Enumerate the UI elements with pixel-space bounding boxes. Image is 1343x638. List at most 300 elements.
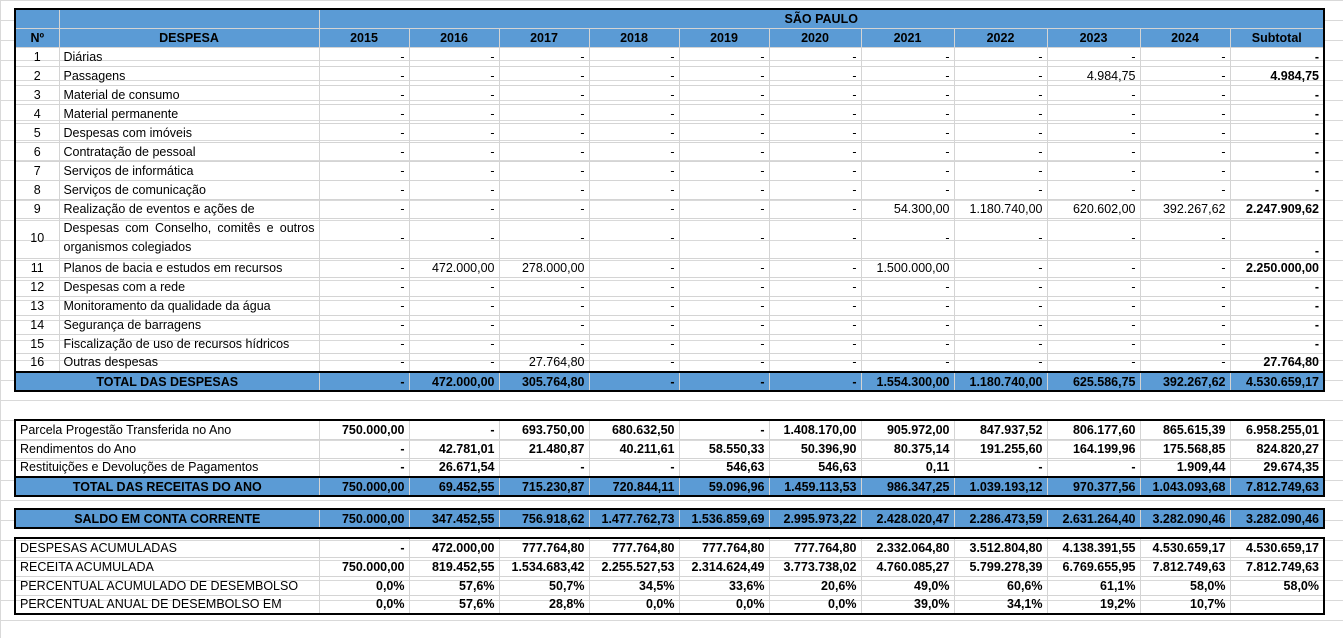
sheet-title[interactable]: SÃO PAULO bbox=[319, 9, 1324, 28]
value-cell[interactable]: 278.000,00 bbox=[499, 258, 589, 277]
value-cell[interactable]: 2.247.909,62 bbox=[1230, 199, 1324, 218]
value-cell[interactable]: 4.138.391,55 bbox=[1047, 538, 1140, 557]
value-cell[interactable]: - bbox=[769, 199, 861, 218]
value-cell[interactable]: - bbox=[861, 334, 954, 353]
value-cell[interactable]: - bbox=[954, 458, 1047, 477]
value-cell[interactable]: - bbox=[1230, 104, 1324, 123]
row-number-cell[interactable]: 9 bbox=[15, 199, 59, 218]
value-cell[interactable]: - bbox=[319, 315, 409, 334]
value-cell[interactable]: 680.632,50 bbox=[589, 420, 679, 439]
value-cell[interactable]: 34,5% bbox=[589, 576, 679, 595]
value-cell[interactable]: 5.799.278,39 bbox=[954, 557, 1047, 576]
acumulado-name-cell[interactable]: DESPESAS ACUMULADAS bbox=[15, 538, 319, 557]
value-cell[interactable]: - bbox=[589, 353, 679, 372]
value-cell[interactable]: 546,63 bbox=[769, 458, 861, 477]
title-blank-cell[interactable] bbox=[59, 9, 319, 28]
value-cell[interactable]: - bbox=[1047, 85, 1140, 104]
total-value-cell[interactable]: 1.039.193,12 bbox=[954, 477, 1047, 496]
acumulado-name-cell[interactable]: PERCENTUAL ANUAL DE DESEMBOLSO EM bbox=[15, 595, 319, 614]
value-cell[interactable]: 806.177,60 bbox=[1047, 420, 1140, 439]
value-cell[interactable]: - bbox=[679, 47, 769, 66]
expense-name-cell[interactable]: Fiscalização de uso de recursos hídricos bbox=[59, 334, 319, 353]
value-cell[interactable]: - bbox=[409, 277, 499, 296]
value-cell[interactable]: 472.000,00 bbox=[409, 538, 499, 557]
column-header[interactable]: 2015 bbox=[319, 28, 409, 47]
value-cell[interactable]: - bbox=[954, 258, 1047, 277]
value-cell[interactable]: - bbox=[589, 142, 679, 161]
total-value-cell[interactable]: 720.844,11 bbox=[589, 477, 679, 496]
row-number-cell[interactable]: 12 bbox=[15, 277, 59, 296]
value-cell[interactable]: - bbox=[679, 296, 769, 315]
expense-name-cell[interactable]: Contratação de pessoal bbox=[59, 142, 319, 161]
value-cell[interactable]: 0,0% bbox=[319, 595, 409, 614]
value-cell[interactable]: 57,6% bbox=[409, 595, 499, 614]
value-cell[interactable]: - bbox=[319, 85, 409, 104]
row-number-cell[interactable]: 1 bbox=[15, 47, 59, 66]
value-cell[interactable]: - bbox=[319, 277, 409, 296]
row-number-cell[interactable]: 13 bbox=[15, 296, 59, 315]
value-cell[interactable]: 40.211,61 bbox=[589, 439, 679, 458]
value-cell[interactable]: - bbox=[319, 104, 409, 123]
value-cell[interactable]: - bbox=[1230, 218, 1324, 258]
total-value-cell[interactable]: - bbox=[589, 372, 679, 391]
value-cell[interactable]: 777.764,80 bbox=[589, 538, 679, 557]
value-cell[interactable]: 693.750,00 bbox=[499, 420, 589, 439]
value-cell[interactable]: - bbox=[499, 104, 589, 123]
total-value-cell[interactable]: - bbox=[679, 372, 769, 391]
value-cell[interactable]: - bbox=[1230, 315, 1324, 334]
value-cell[interactable]: - bbox=[679, 315, 769, 334]
value-cell[interactable]: 60,6% bbox=[954, 576, 1047, 595]
row-number-cell[interactable]: 14 bbox=[15, 315, 59, 334]
value-cell[interactable]: 824.820,27 bbox=[1230, 439, 1324, 458]
expense-name-cell[interactable]: Realização de eventos e ações de bbox=[59, 199, 319, 218]
value-cell[interactable]: - bbox=[1047, 142, 1140, 161]
column-header[interactable]: Nº bbox=[15, 28, 59, 47]
row-number-cell[interactable]: 7 bbox=[15, 161, 59, 180]
saldo-value-cell[interactable]: 3.282.090,46 bbox=[1230, 509, 1324, 528]
value-cell[interactable]: - bbox=[319, 353, 409, 372]
value-cell[interactable]: - bbox=[1047, 180, 1140, 199]
value-cell[interactable]: - bbox=[1047, 458, 1140, 477]
value-cell[interactable]: - bbox=[319, 458, 409, 477]
row-number-cell[interactable]: 6 bbox=[15, 142, 59, 161]
value-cell[interactable]: - bbox=[319, 123, 409, 142]
value-cell[interactable]: - bbox=[954, 123, 1047, 142]
value-cell[interactable]: - bbox=[769, 277, 861, 296]
total-value-cell[interactable]: 472.000,00 bbox=[409, 372, 499, 391]
value-cell[interactable]: - bbox=[589, 458, 679, 477]
value-cell[interactable]: - bbox=[319, 199, 409, 218]
value-cell[interactable]: 620.602,00 bbox=[1047, 199, 1140, 218]
value-cell[interactable]: - bbox=[409, 296, 499, 315]
total-value-cell[interactable]: 1.459.113,53 bbox=[769, 477, 861, 496]
value-cell[interactable]: - bbox=[1047, 315, 1140, 334]
column-header[interactable]: Subtotal bbox=[1230, 28, 1324, 47]
value-cell[interactable]: - bbox=[409, 315, 499, 334]
row-number-cell[interactable]: 5 bbox=[15, 123, 59, 142]
value-cell[interactable]: - bbox=[589, 104, 679, 123]
total-value-cell[interactable]: 970.377,56 bbox=[1047, 477, 1140, 496]
value-cell[interactable]: - bbox=[1140, 277, 1230, 296]
value-cell[interactable]: - bbox=[1230, 180, 1324, 199]
value-cell[interactable]: 4.760.085,27 bbox=[861, 557, 954, 576]
column-header[interactable]: 2020 bbox=[769, 28, 861, 47]
value-cell[interactable]: - bbox=[1047, 277, 1140, 296]
value-cell[interactable]: - bbox=[1047, 258, 1140, 277]
total-value-cell[interactable]: 59.096,96 bbox=[679, 477, 769, 496]
value-cell[interactable]: - bbox=[679, 180, 769, 199]
value-cell[interactable]: 1.408.170,00 bbox=[769, 420, 861, 439]
value-cell[interactable]: - bbox=[769, 334, 861, 353]
value-cell[interactable]: 4.530.659,17 bbox=[1230, 538, 1324, 557]
total-value-cell[interactable]: 305.764,80 bbox=[499, 372, 589, 391]
value-cell[interactable]: 819.452,55 bbox=[409, 557, 499, 576]
value-cell[interactable]: 2.250.000,00 bbox=[1230, 258, 1324, 277]
value-cell[interactable]: - bbox=[679, 142, 769, 161]
value-cell[interactable]: - bbox=[409, 161, 499, 180]
value-cell[interactable]: - bbox=[589, 199, 679, 218]
value-cell[interactable]: - bbox=[409, 104, 499, 123]
value-cell[interactable]: 3.773.738,02 bbox=[769, 557, 861, 576]
value-cell[interactable]: 61,1% bbox=[1047, 576, 1140, 595]
value-cell[interactable]: 6.958.255,01 bbox=[1230, 420, 1324, 439]
value-cell[interactable]: - bbox=[409, 85, 499, 104]
total-value-cell[interactable]: 986.347,25 bbox=[861, 477, 954, 496]
value-cell[interactable]: - bbox=[861, 180, 954, 199]
value-cell[interactable]: - bbox=[1140, 123, 1230, 142]
value-cell[interactable]: - bbox=[954, 353, 1047, 372]
value-cell[interactable]: - bbox=[589, 334, 679, 353]
value-cell[interactable]: - bbox=[409, 218, 499, 258]
value-cell[interactable]: 777.764,80 bbox=[499, 538, 589, 557]
value-cell[interactable]: - bbox=[499, 199, 589, 218]
value-cell[interactable]: - bbox=[1230, 142, 1324, 161]
value-cell[interactable]: - bbox=[319, 439, 409, 458]
value-cell[interactable]: - bbox=[954, 180, 1047, 199]
column-header[interactable]: 2024 bbox=[1140, 28, 1230, 47]
value-cell[interactable]: 27.764,80 bbox=[1230, 353, 1324, 372]
value-cell[interactable]: - bbox=[679, 85, 769, 104]
value-cell[interactable]: 1.909,44 bbox=[1140, 458, 1230, 477]
value-cell[interactable]: - bbox=[499, 334, 589, 353]
value-cell[interactable]: 39,0% bbox=[861, 595, 954, 614]
value-cell[interactable]: - bbox=[1047, 104, 1140, 123]
value-cell[interactable]: - bbox=[954, 334, 1047, 353]
value-cell[interactable]: - bbox=[499, 458, 589, 477]
title-blank-cell[interactable] bbox=[15, 9, 59, 28]
expense-name-cell[interactable]: Planos de bacia e estudos em recursos bbox=[59, 258, 319, 277]
value-cell[interactable]: - bbox=[954, 66, 1047, 85]
expense-name-cell[interactable]: Monitoramento da qualidade da água bbox=[59, 296, 319, 315]
value-cell[interactable]: - bbox=[954, 277, 1047, 296]
value-cell[interactable]: 4.984,75 bbox=[1230, 66, 1324, 85]
value-cell[interactable]: - bbox=[954, 296, 1047, 315]
expense-name-cell[interactable]: Outras despesas bbox=[59, 353, 319, 372]
value-cell[interactable]: - bbox=[679, 334, 769, 353]
value-cell[interactable]: - bbox=[1140, 85, 1230, 104]
value-cell[interactable]: - bbox=[769, 315, 861, 334]
value-cell[interactable]: - bbox=[954, 161, 1047, 180]
value-cell[interactable]: - bbox=[499, 315, 589, 334]
value-cell[interactable]: 905.972,00 bbox=[861, 420, 954, 439]
value-cell[interactable]: - bbox=[319, 161, 409, 180]
value-cell[interactable]: 2.314.624,49 bbox=[679, 557, 769, 576]
value-cell[interactable]: - bbox=[679, 258, 769, 277]
value-cell[interactable]: 50.396,90 bbox=[769, 439, 861, 458]
value-cell[interactable]: 20,6% bbox=[769, 576, 861, 595]
value-cell[interactable]: 2.332.064,80 bbox=[861, 538, 954, 557]
value-cell[interactable]: - bbox=[1230, 85, 1324, 104]
value-cell[interactable]: - bbox=[499, 47, 589, 66]
total-value-cell[interactable]: 7.812.749,63 bbox=[1230, 477, 1324, 496]
value-cell[interactable]: - bbox=[1140, 258, 1230, 277]
value-cell[interactable]: - bbox=[679, 66, 769, 85]
value-cell[interactable]: - bbox=[861, 161, 954, 180]
value-cell[interactable]: - bbox=[499, 123, 589, 142]
column-header[interactable]: 2016 bbox=[409, 28, 499, 47]
value-cell[interactable]: - bbox=[1047, 296, 1140, 315]
total-value-cell[interactable]: 392.267,62 bbox=[1140, 372, 1230, 391]
value-cell[interactable]: 29.674,35 bbox=[1230, 458, 1324, 477]
value-cell[interactable]: 472.000,00 bbox=[409, 258, 499, 277]
value-cell[interactable]: - bbox=[589, 123, 679, 142]
value-cell[interactable]: - bbox=[1140, 315, 1230, 334]
total-value-cell[interactable]: - bbox=[769, 372, 861, 391]
value-cell[interactable]: - bbox=[861, 277, 954, 296]
value-cell[interactable]: - bbox=[409, 420, 499, 439]
value-cell[interactable]: - bbox=[1047, 123, 1140, 142]
value-cell[interactable]: - bbox=[769, 47, 861, 66]
saldo-value-cell[interactable]: 1.536.859,69 bbox=[679, 509, 769, 528]
value-cell[interactable]: 1.534.683,42 bbox=[499, 557, 589, 576]
value-cell[interactable]: - bbox=[679, 104, 769, 123]
total-value-cell[interactable]: - bbox=[319, 372, 409, 391]
row-number-cell[interactable]: 8 bbox=[15, 180, 59, 199]
value-cell[interactable]: - bbox=[861, 85, 954, 104]
expense-name-cell[interactable]: Segurança de barragens bbox=[59, 315, 319, 334]
value-cell[interactable]: - bbox=[319, 538, 409, 557]
value-cell[interactable]: - bbox=[861, 66, 954, 85]
value-cell[interactable]: - bbox=[499, 142, 589, 161]
value-cell[interactable]: 54.300,00 bbox=[861, 199, 954, 218]
expense-name-cell[interactable]: Despesas com a rede bbox=[59, 277, 319, 296]
value-cell[interactable]: - bbox=[954, 315, 1047, 334]
value-cell[interactable]: 19,2% bbox=[1047, 595, 1140, 614]
value-cell[interactable]: - bbox=[1140, 66, 1230, 85]
value-cell[interactable]: - bbox=[1140, 161, 1230, 180]
value-cell[interactable]: 164.199,96 bbox=[1047, 439, 1140, 458]
saldo-label[interactable]: SALDO EM CONTA CORRENTE bbox=[15, 509, 319, 528]
value-cell[interactable]: - bbox=[1230, 277, 1324, 296]
value-cell[interactable]: 42.781,01 bbox=[409, 439, 499, 458]
value-cell[interactable]: - bbox=[1140, 296, 1230, 315]
value-cell[interactable]: 4.530.659,17 bbox=[1140, 538, 1230, 557]
value-cell[interactable]: - bbox=[769, 353, 861, 372]
value-cell[interactable]: 21.480,87 bbox=[499, 439, 589, 458]
column-header[interactable]: 2021 bbox=[861, 28, 954, 47]
value-cell[interactable]: - bbox=[589, 218, 679, 258]
value-cell[interactable]: - bbox=[679, 420, 769, 439]
value-cell[interactable]: - bbox=[1230, 334, 1324, 353]
saldo-value-cell[interactable]: 3.282.090,46 bbox=[1140, 509, 1230, 528]
value-cell[interactable]: - bbox=[589, 180, 679, 199]
saldo-value-cell[interactable]: 2.286.473,59 bbox=[954, 509, 1047, 528]
value-cell[interactable]: 10,7% bbox=[1140, 595, 1230, 614]
value-cell[interactable]: - bbox=[319, 66, 409, 85]
value-cell[interactable]: - bbox=[769, 104, 861, 123]
value-cell[interactable]: 58.550,33 bbox=[679, 439, 769, 458]
value-cell[interactable]: 1.180.740,00 bbox=[954, 199, 1047, 218]
total-value-cell[interactable]: 715.230,87 bbox=[499, 477, 589, 496]
value-cell[interactable]: - bbox=[1140, 47, 1230, 66]
value-cell[interactable]: 4.984,75 bbox=[1047, 66, 1140, 85]
total-value-cell[interactable]: 69.452,55 bbox=[409, 477, 499, 496]
value-cell[interactable]: - bbox=[1230, 123, 1324, 142]
expense-name-cell[interactable]: Serviços de informática bbox=[59, 161, 319, 180]
value-cell[interactable]: - bbox=[861, 296, 954, 315]
value-cell[interactable]: - bbox=[319, 258, 409, 277]
value-cell[interactable]: 7.812.749,63 bbox=[1230, 557, 1324, 576]
value-cell[interactable]: - bbox=[589, 161, 679, 180]
receita-name-cell[interactable]: Parcela Progestão Transferida no Ano bbox=[15, 420, 319, 439]
value-cell[interactable]: 0,11 bbox=[861, 458, 954, 477]
value-cell[interactable]: - bbox=[769, 296, 861, 315]
value-cell[interactable]: - bbox=[679, 277, 769, 296]
value-cell[interactable]: 750.000,00 bbox=[319, 420, 409, 439]
value-cell[interactable]: - bbox=[861, 315, 954, 334]
saldo-value-cell[interactable]: 2.631.264,40 bbox=[1047, 509, 1140, 528]
value-cell[interactable]: - bbox=[1047, 353, 1140, 372]
column-header[interactable]: DESPESA bbox=[59, 28, 319, 47]
value-cell[interactable]: 80.375,14 bbox=[861, 439, 954, 458]
saldo-value-cell[interactable]: 2.995.973,22 bbox=[769, 509, 861, 528]
row-number-cell[interactable]: 15 bbox=[15, 334, 59, 353]
acumulado-name-cell[interactable]: RECEITA ACUMULADA bbox=[15, 557, 319, 576]
value-cell[interactable]: - bbox=[1230, 47, 1324, 66]
value-cell[interactable]: - bbox=[1230, 161, 1324, 180]
value-cell[interactable]: - bbox=[589, 315, 679, 334]
value-cell[interactable]: - bbox=[1140, 104, 1230, 123]
value-cell[interactable]: 7.812.749,63 bbox=[1140, 557, 1230, 576]
expense-name-cell[interactable]: Serviços de comunicação bbox=[59, 180, 319, 199]
value-cell[interactable]: - bbox=[861, 47, 954, 66]
value-cell[interactable]: - bbox=[1140, 353, 1230, 372]
value-cell[interactable]: - bbox=[499, 66, 589, 85]
saldo-value-cell[interactable]: 1.477.762,73 bbox=[589, 509, 679, 528]
total-value-cell[interactable]: 625.586,75 bbox=[1047, 372, 1140, 391]
total-despesas-label[interactable]: TOTAL DAS DESPESAS bbox=[15, 372, 319, 391]
value-cell[interactable]: - bbox=[769, 218, 861, 258]
value-cell[interactable]: - bbox=[319, 180, 409, 199]
row-number-cell[interactable]: 10 bbox=[15, 218, 59, 258]
value-cell[interactable]: 6.769.655,95 bbox=[1047, 557, 1140, 576]
receita-name-cell[interactable]: Restituições e Devoluções de Pagamentos bbox=[15, 458, 319, 477]
value-cell[interactable]: - bbox=[499, 85, 589, 104]
column-header[interactable]: 2017 bbox=[499, 28, 589, 47]
value-cell[interactable]: - bbox=[1047, 334, 1140, 353]
value-cell[interactable]: - bbox=[1140, 180, 1230, 199]
value-cell[interactable]: 3.512.804,80 bbox=[954, 538, 1047, 557]
value-cell[interactable]: - bbox=[499, 296, 589, 315]
total-value-cell[interactable]: 1.180.740,00 bbox=[954, 372, 1047, 391]
value-cell[interactable]: - bbox=[409, 66, 499, 85]
value-cell[interactable]: - bbox=[319, 296, 409, 315]
value-cell[interactable]: - bbox=[954, 85, 1047, 104]
expense-name-cell[interactable]: Material de consumo bbox=[59, 85, 319, 104]
value-cell[interactable]: - bbox=[679, 353, 769, 372]
receita-name-cell[interactable]: Rendimentos do Ano bbox=[15, 439, 319, 458]
value-cell[interactable]: 50,7% bbox=[499, 576, 589, 595]
saldo-value-cell[interactable]: 347.452,55 bbox=[409, 509, 499, 528]
value-cell[interactable]: 28,8% bbox=[499, 595, 589, 614]
value-cell[interactable]: 27.764,80 bbox=[499, 353, 589, 372]
value-cell[interactable]: - bbox=[679, 199, 769, 218]
value-cell[interactable]: - bbox=[861, 142, 954, 161]
row-number-cell[interactable]: 2 bbox=[15, 66, 59, 85]
total-receitas-label[interactable]: TOTAL DAS RECEITAS DO ANO bbox=[15, 477, 319, 496]
value-cell[interactable]: - bbox=[954, 218, 1047, 258]
value-cell[interactable] bbox=[1230, 595, 1324, 614]
saldo-value-cell[interactable]: 2.428.020,47 bbox=[861, 509, 954, 528]
value-cell[interactable]: - bbox=[861, 218, 954, 258]
value-cell[interactable]: - bbox=[679, 123, 769, 142]
expense-name-cell[interactable]: Diárias bbox=[59, 47, 319, 66]
value-cell[interactable]: 33,6% bbox=[679, 576, 769, 595]
value-cell[interactable]: 175.568,85 bbox=[1140, 439, 1230, 458]
value-cell[interactable]: - bbox=[1140, 218, 1230, 258]
value-cell[interactable]: 191.255,60 bbox=[954, 439, 1047, 458]
expense-name-cell[interactable]: Despesas com Conselho, comitês e outros organismos colegiados bbox=[59, 218, 319, 258]
value-cell[interactable]: - bbox=[1230, 296, 1324, 315]
value-cell[interactable]: 2.255.527,53 bbox=[589, 557, 679, 576]
expense-name-cell[interactable]: Despesas com imóveis bbox=[59, 123, 319, 142]
expense-name-cell[interactable]: Passagens bbox=[59, 66, 319, 85]
value-cell[interactable]: 750.000,00 bbox=[319, 557, 409, 576]
value-cell[interactable]: - bbox=[861, 123, 954, 142]
row-number-cell[interactable]: 4 bbox=[15, 104, 59, 123]
value-cell[interactable]: - bbox=[409, 142, 499, 161]
value-cell[interactable]: 777.764,80 bbox=[679, 538, 769, 557]
value-cell[interactable]: 392.267,62 bbox=[1140, 199, 1230, 218]
value-cell[interactable]: 58,0% bbox=[1140, 576, 1230, 595]
total-value-cell[interactable]: 4.530.659,17 bbox=[1230, 372, 1324, 391]
value-cell[interactable]: 0,0% bbox=[589, 595, 679, 614]
value-cell[interactable]: - bbox=[769, 142, 861, 161]
value-cell[interactable]: - bbox=[409, 180, 499, 199]
value-cell[interactable]: 49,0% bbox=[861, 576, 954, 595]
saldo-value-cell[interactable]: 750.000,00 bbox=[319, 509, 409, 528]
value-cell[interactable]: - bbox=[1140, 334, 1230, 353]
value-cell[interactable]: - bbox=[769, 258, 861, 277]
row-number-cell[interactable]: 16 bbox=[15, 353, 59, 372]
value-cell[interactable]: - bbox=[589, 258, 679, 277]
value-cell[interactable]: - bbox=[1047, 161, 1140, 180]
column-header[interactable]: 2023 bbox=[1047, 28, 1140, 47]
value-cell[interactable]: 0,0% bbox=[679, 595, 769, 614]
value-cell[interactable]: - bbox=[769, 85, 861, 104]
value-cell[interactable]: - bbox=[861, 353, 954, 372]
value-cell[interactable]: - bbox=[589, 277, 679, 296]
value-cell[interactable]: 0,0% bbox=[319, 576, 409, 595]
value-cell[interactable]: - bbox=[954, 142, 1047, 161]
row-number-cell[interactable]: 11 bbox=[15, 258, 59, 277]
total-value-cell[interactable]: 1.554.300,00 bbox=[861, 372, 954, 391]
value-cell[interactable]: - bbox=[499, 218, 589, 258]
value-cell[interactable]: 34,1% bbox=[954, 595, 1047, 614]
saldo-value-cell[interactable]: 756.918,62 bbox=[499, 509, 589, 528]
expense-name-cell[interactable]: Material permanente bbox=[59, 104, 319, 123]
